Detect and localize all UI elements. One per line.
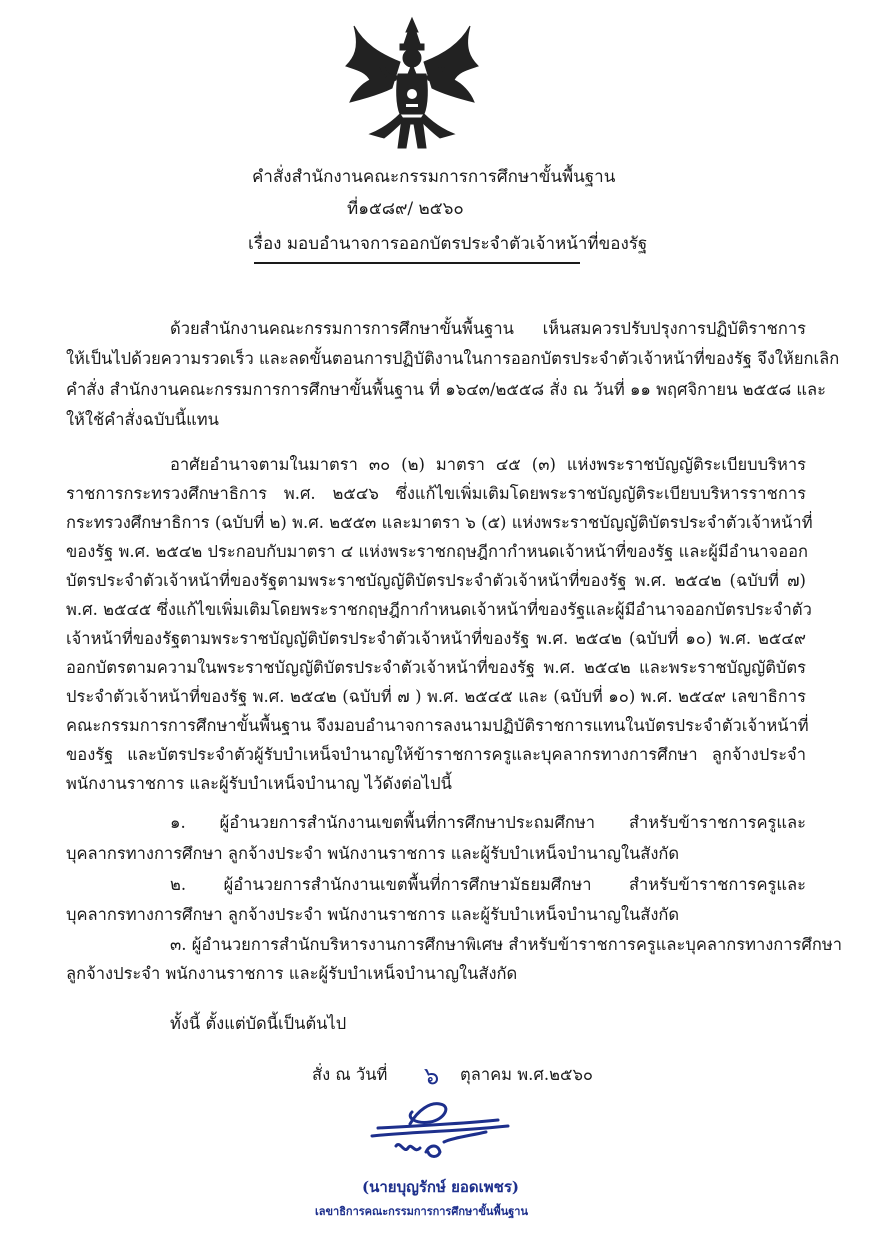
list-item: ๓. ผู้อำนวยการสำนักบริหารงานการศึกษาพิเศษ สำหรับข้าราชการครูและบุคลากรทางการศึกษา (170, 935, 843, 954)
order-number: ที่๑๕๘๙/ ๒๕๖๐ (347, 199, 464, 219)
ordered-day: ๖ (424, 1062, 440, 1090)
ordered-label: สั่ง ณ วันที่ (312, 1065, 388, 1084)
list-item: ๑. ผู้อำนวยการสำนักงานเขตพื้นที่การศึกษาประถมศึกษา สำหรับข้าราชการครูและ (170, 813, 806, 832)
body-line: ให้เป็นไปด้วยความรวดเร็ว และลดขั้นตอนการปฏิบัติงานในการออกบัตรประจำตัวเจ้าหน้าที่ของรัฐ จึงให้ยกเลิก (66, 349, 840, 368)
signer-name: (นายบุญรักษ์ ยอดเพชร) (362, 1178, 520, 1196)
list-item: บุคลากรทางการศึกษา ลูกจ้างประจำ พนักงานราชการ และผู้รับบำเหน็จบำนาญในสังกัด (66, 905, 680, 924)
signer-title: เลขาธิการคณะกรรมการการศึกษาขั้นพื้นฐาน (315, 1205, 528, 1218)
list-item: ๒. ผู้อำนวยการสำนักงานเขตพื้นที่การศึกษามัธยมศึกษา สำหรับข้าราชการครูและ (170, 875, 806, 894)
body-line: ให้ใช้คำสั่งฉบับนี้แทน (66, 410, 219, 429)
body-line: คณะกรรมการการศึกษาขั้นพื้นฐาน จึงมอบอำนาจการลงนามปฏิบัติราชการแทนในบัตรประจำตัวเจ้าหน้าที่ (66, 716, 809, 735)
body-line: ราชการกระทรวงศึกษาธิการ พ.ศ. ๒๕๔๖ ซึ่งแก้ไขเพิ่มเติมโดยพระราชบัญญัติระเบียบบริหารราชการ (66, 484, 806, 503)
body-line: เจ้าหน้าที่ของรัฐตามพระราชบัญญัติบัตรประจำตัวเจ้าหน้าที่ของรัฐ พ.ศ. ๒๕๔๒ (ฉบับที่ ๑๐) พ.ศ. ๒๕๔๙ (66, 629, 806, 648)
body-line: พ.ศ. ๒๕๔๕ ซึ่งแก้ไขเพิ่มเติมโดยพระราชกฤษฎีกากำหนดเจ้าหน้าที่ของรัฐและผู้มีอำนาจออกบัตรประจำตัว (66, 600, 812, 619)
body-line: พนักงานราชการ และผู้รับบำเหน็จบำนาญ ไว้ดังต่อไปนี้ (66, 774, 452, 793)
garuda-emblem-icon (340, 14, 484, 154)
signature-image (348, 1092, 518, 1172)
body-line: ของรัฐ และบัตรประจำตัวผู้รับบำเหน็จบำนาญให้ข้าราชการครูและบุคลากรทางการศึกษา ลูกจ้างประจำ (66, 745, 806, 764)
body-line: ออกบัตรตามความในพระราชบัญญัติบัตรประจำตัวเจ้าหน้าที่ของรัฐ พ.ศ. ๒๕๔๒ และพระราชบัญญัติบัตร (66, 658, 806, 677)
body-line: คำสั่ง สำนักงานคณะกรรมการการศึกษาขั้นพื้นฐาน ที่ ๑๖๔๓/๒๕๕๘ สั่ง ณ วันที่ ๑๑ พฤศจิกายน ๒๕๕๘ และ (66, 380, 827, 399)
body-line: ด้วยสำนักงานคณะกรรมการการศึกษาขั้นพื้นฐาน เห็นสมควรปรับปรุงการปฏิบัติราชการ (170, 319, 806, 338)
order-title: คำสั่งสำนักงานคณะกรรมการการศึกษาขั้นพื้นฐาน (252, 167, 616, 187)
body-line: ของรัฐ พ.ศ. ๒๕๔๒ ประกอบกับมาตรา ๔ แห่งพระราชกฤษฎีกากำหนดเจ้าหน้าที่ของรัฐ และผู้มีอำนาจออก (66, 542, 809, 561)
header-divider (254, 262, 580, 264)
body-line: กระทรวงศึกษาธิการ (ฉบับที่ ๒) พ.ศ. ๒๕๕๓ และมาตรา ๖ (๕) แห่งพระราชบัญญัติบัตรประจำตัวเจ้าหน้าที่ (66, 513, 813, 532)
list-item: บุคลากรทางการศึกษา ลูกจ้างประจำ พนักงานราชการ และผู้รับบำเหน็จบำนาญในสังกัด (66, 844, 680, 863)
ordered-month-year: ตุลาคม พ.ศ.๒๕๖๐ (460, 1065, 593, 1084)
body-line: บัตรประจำตัวเจ้าหน้าที่ของรัฐตามพระราชบัญญัติบัตรประจำตัวเจ้าหน้าที่ของรัฐ พ.ศ. ๒๕๔๒ (ฉบับที่ ๗) (66, 571, 806, 590)
effective-clause: ทั้งนี้ ตั้งแต่บัดนี้เป็นต้นไป (170, 1014, 347, 1033)
body-line: ประจำตัวเจ้าหน้าที่ของรัฐ พ.ศ. ๒๕๔๒ (ฉบับที่ ๗ ) พ.ศ. ๒๕๔๕ และ (ฉบับที่ ๑๐) พ.ศ. ๒๕๔๙ เลขาธิการ (66, 687, 806, 706)
body-line: อาศัยอำนาจตามในมาตรา ๓๐ (๒) มาตรา ๔๕ (๓) แห่งพระราชบัญญัติระเบียบบริหาร (170, 455, 806, 474)
list-item: ลูกจ้างประจำ พนักงานราชการ และผู้รับบำเหน็จบำนาญในสังกัด (66, 964, 518, 983)
order-subject: เรื่อง มอบอำนาจการออกบัตรประจำตัวเจ้าหน้าที่ของรัฐ (248, 234, 648, 254)
